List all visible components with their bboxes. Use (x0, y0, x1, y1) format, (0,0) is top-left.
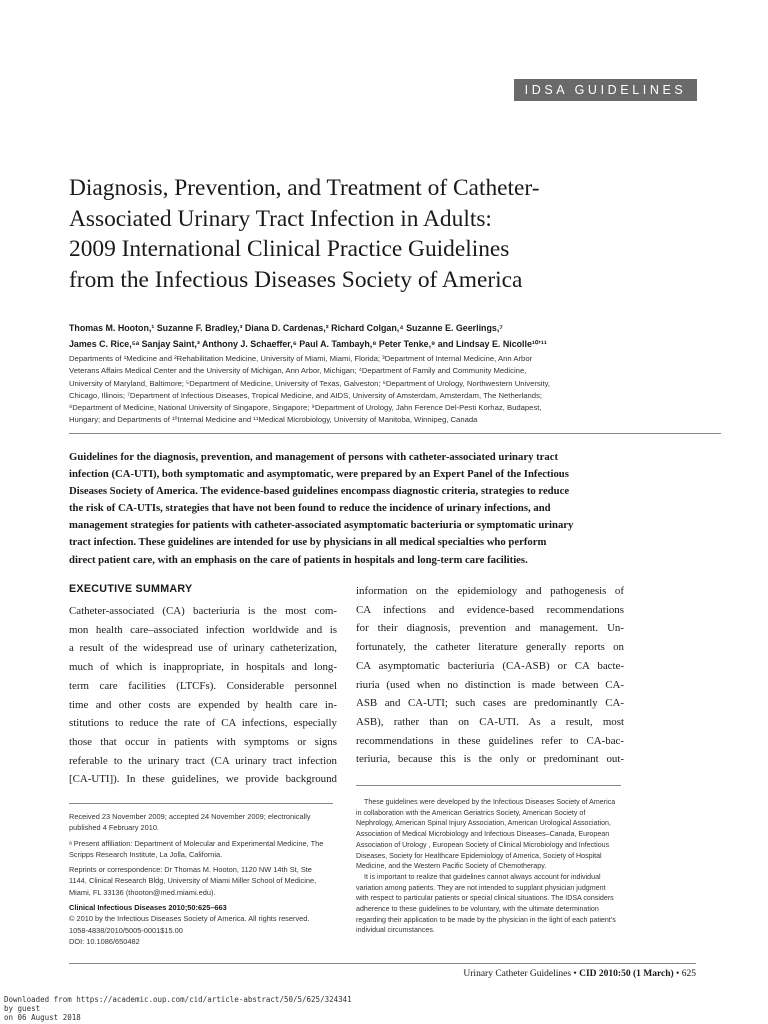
body-line: a result of the widespread use of urinary catheterization, (69, 642, 337, 655)
correspondence-line: Reprints or correspondence: Dr Thomas M. Hooton, 1120 NW 14th St, Ste (69, 865, 312, 875)
affiliation-line: Departments of ¹Medicine and ²Rehabilitation Medicine, University of Miami, Miami, Florida; ³Department of Internal Medicine, Ann Arbor (69, 354, 533, 363)
affiliation-line: University of Maryland, Baltimore; ⁵Department of Medicine, University of Texas, Galveston; ⁶Department of Urology, Northwestern University, (69, 378, 551, 388)
body-line: those that occur in patients with symptoms or signs (69, 735, 337, 748)
note-line: Medicine, and the Western Pacific Society of Chemotherapy. (356, 862, 547, 871)
running-title: Urinary Catheter Guidelines (463, 969, 572, 979)
correspondence-line: 1144, Clinical Research Bldg, University of Miami Miller School of Medicine, (69, 876, 317, 886)
body-line: much of which is inappropriate, in hospitals and long- (69, 661, 337, 674)
abstract-line: infection (CA-UTI), both symptomatic and asymptomatic, were prepared by an Expert Panel of the Infectious (69, 468, 569, 481)
body-line: for their diagnosis, prevention and management. Un- (356, 622, 624, 635)
copyright-line: © 2010 by the Infectious Diseases Society of America. All rights reserved. (69, 914, 310, 924)
page-number: 625 (681, 969, 696, 979)
author-list (69, 320, 709, 352)
footnote-divider-right (356, 785, 621, 786)
stamp-line: Downloaded from https://academic.oup.com/cid/article-abstract/50/5/625/324341 (4, 995, 352, 1004)
body-line: term care facilities (LTCFs). Considerable personnel (69, 679, 337, 692)
abstract-line: Diseases Society of America. The evidence-based guidelines encompass diagnostic criteria, strategies to reduce (69, 485, 570, 498)
note-line: Association of Medical Microbiology and Infectious Diseases–Canada, European (356, 830, 610, 839)
body-line: [CA-UTI]). In these guidelines, we provide background (69, 773, 337, 786)
body-line: recommendations in these guidelines refer to CA-bac- (356, 734, 624, 747)
abstract (69, 449, 721, 569)
article-title (69, 173, 629, 296)
present-affiliation-line: ᵃ Present affiliation: Department of Molecular and Experimental Medicine, The (69, 838, 324, 848)
title-line: Diagnosis, Prevention, and Treatment of Catheter- (69, 175, 540, 201)
page-footer: Urinary Catheter Guidelines • CID 2010:50 (1 March) • 625 (463, 969, 696, 979)
footer-divider (69, 963, 696, 964)
note-line: It is important to realize that guidelines cannot always account for individual (364, 872, 601, 881)
abstract-line: Guidelines for the diagnosis, prevention, and management of persons with catheter-associated urinary tract (69, 451, 559, 463)
note-line: Association of Urology , European Society of Clinical Microbiology and Infectious (356, 840, 610, 849)
abstract-line: tract infection. These guidelines are intended for use by physicians in all medical specialties who perform (69, 536, 547, 549)
abstract-line: direct patient care, with an emphasis on the care of patients in hospitals and long-term care facilities. (69, 553, 528, 566)
body-line: information on the epidemiology and pathogenesis of (356, 585, 624, 597)
affiliation-line: ⁸Department of Medicine, National University of Singapore, Singapore; ⁹Department of Urology, Jahn Ference Del-Pesti Korhaz, Budapest, (69, 403, 542, 413)
note-line: with respect to particular patients or special clinical situations. The IDSA considers (356, 894, 614, 903)
note-line: Diseases, Society for Healthcare Epidemiology of America, Society of Hospital (356, 851, 602, 860)
stamp-line: by guest (4, 1004, 41, 1014)
body-line: riuria (used when no distinction is made between CA- (356, 678, 624, 691)
body-line: Catheter-associated (CA) bacteriuria is the most com- (69, 605, 337, 617)
note-line: adherence to these guidelines to be voluntary, with the ultimate determination (356, 905, 599, 914)
present-affiliation-line: Scripps Research Institute, La Jolla, California. (69, 849, 223, 859)
note-line: variation among patients. They are not intended to supplant physician judgment (356, 883, 606, 892)
body-line: ASB and CA-UTI; such cases are predominantly CA- (356, 697, 624, 710)
affiliations (69, 353, 709, 427)
body-line: teriuria, because this is the only or predominant out- (356, 753, 624, 766)
body-column-left (69, 602, 337, 789)
affiliation-line: Chicago, Illinois; ⁷Department of Infectious Diseases, Tropical Medicine, and AIDS, University of Amsterdam, Amsterdam, The Netherlands; (69, 390, 543, 400)
footnote-divider-left (69, 803, 333, 804)
abstract-line: management strategies for patients with catheter-associated asymptomatic bacteriuria or symptomatic urinary (69, 519, 574, 532)
header-divider (69, 433, 721, 434)
abstract-line: the risk of CA-UTIs, strategies that have not been found to reduce the incidence of urinary infections, and (69, 502, 551, 515)
stamp-line: on 06 August 2018 (4, 1013, 81, 1023)
journal-citation: Clinical Infectious Diseases 2010;50:625–663 (69, 903, 227, 913)
title-line: Associated Urinary Tract Infection in Adults: (69, 205, 492, 232)
section-heading: EXECUTIVE SUMMARY (69, 583, 193, 595)
note-line: regarding their application to be made by the physician in the light of each patient’s (356, 915, 616, 924)
body-line: fortunately, the catheter literature generally reports on (356, 641, 624, 654)
copyright-line: 1058-4838/2010/5005-0001$15.00 (69, 925, 183, 935)
received-line: published 4 February 2010. (69, 823, 159, 833)
note-line: individual circumstances. (356, 926, 435, 935)
footer-citation: CID 2010:50 (1 March) (579, 969, 674, 979)
note-line: in collaboration with the American Geriatrics Society, American Society of (356, 808, 586, 817)
correspondence-line: Miami, FL 33136 (thooton@med.miami.edu). (69, 887, 216, 897)
body-line: CA asymptomatic bacteriuria (CA-ASB) or CA bacte- (356, 659, 624, 672)
download-stamp (4, 995, 352, 1023)
body-line: ASB), rather than on CA-UTI. As a result, most (356, 715, 624, 728)
article-footnotes (69, 811, 337, 947)
title-line: from the Infectious Diseases Society of America (69, 267, 523, 294)
note-line: Nephrology, American Spinal Injury Association, American Urological Association, (356, 819, 611, 828)
body-line: mon health care–associated infection worldwide and is (69, 623, 337, 636)
affiliation-line: Veterans Affairs Medical Center and the University of Michigan, Ann Arbor, Michigan; ⁴Department of Family and Community Medicine, (69, 366, 527, 376)
note-line: These guidelines were developed by the Infectious Diseases Society of America (364, 798, 616, 806)
body-line: stitutions to reduce the rate of CA infections, especially (69, 717, 337, 730)
body-column-right (356, 582, 624, 769)
section-banner: IDSA GUIDELINES (514, 79, 697, 101)
guideline-note (356, 797, 621, 936)
received-line: Received 23 November 2009; accepted 24 November 2009; electronically (69, 812, 311, 821)
body-line: CA infections and evidence-based recommendations (356, 603, 624, 616)
body-line: referable to the urinary tract (CA urinary tract infection (69, 754, 337, 767)
author-line: Thomas M. Hooton,¹ Suzanne F. Bradley,³ Diana D. Cardenas,² Richard Colgan,⁴ Suzanne E. Geerlings,⁷ (69, 323, 503, 333)
body-line: time and other costs are expended by health care in- (69, 698, 337, 711)
author-line: James C. Rice,⁵ᵃ Sanjay Saint,³ Anthony J. Schaeffer,⁶ Paul A. Tambayh,⁸ Peter Tenke,⁹ and Lindsay E. Nicolle¹⁰ʼ¹¹ (69, 339, 547, 349)
affiliation-line: Hungary; and Departments of ¹⁰Internal Medicine and ¹¹Medical Microbiology, University of Manitoba, Winnipeg, Canada (69, 415, 478, 425)
title-line: 2009 International Clinical Practice Guidelines (69, 236, 510, 263)
doi-line: DOI: 10.1086/650482 (69, 936, 140, 946)
